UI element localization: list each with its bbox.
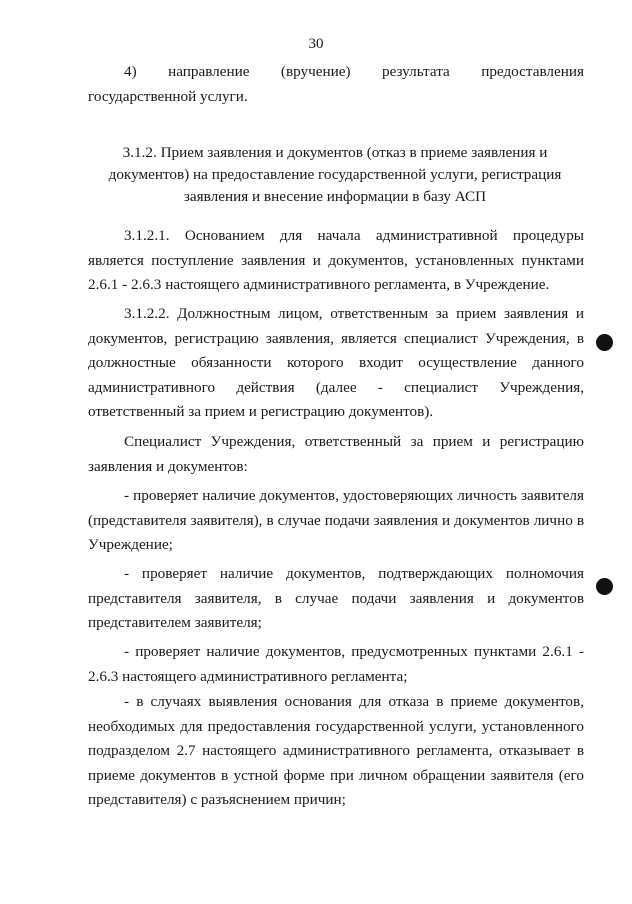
list-item-identity-check: - проверяет наличие документов, удостоверяющих личность заявителя (представителя заявителя), в случае подачи заявления и документов лично в Учреждение; (88, 487, 584, 554)
paragraph-specialist-intro: Специалист Учреждения, ответственный за прием и регистрацию заявления и документов: (88, 433, 584, 475)
punch-hole-bottom (596, 578, 613, 595)
paragraph-3-1-2-1: 3.1.2.1. Основанием для начала административной процедуры является поступление заявления и документов, установленных пунктами 2.6.1 - 2.6.3 настоящего административного регламента, в Учреждение. (88, 227, 584, 294)
paragraph-3-1-2-2: 3.1.2.2. Должностным лицом, ответственным за прием заявления и документов, регистрацию заявления, является специалист Учреждения, в должностные обязанности которого входит осуществление данного административного действия (далее - специалист Учреждения, ответственный за прием и регистрацию документов). (88, 305, 584, 421)
section-heading-3-1-2: 3.1.2. Прием заявления и документов (отказ в приеме заявления и документов) на предоставление государственной услуги, регистрация заявления и внесение информации в базу АСП (108, 144, 562, 205)
paragraph-result-delivery: 4) направление (вручение) результата предоставления государственной услуги. (88, 63, 584, 105)
page-number: 30 (308, 36, 324, 52)
list-item-authority-check: - проверяет наличие документов, подтверждающих полномочия представителя заявителя, в случае подачи заявления и документов представителем заявителя; (88, 565, 584, 632)
list-item-refusal: - в случаях выявления основания для отказа в приеме документов, необходимых для предоставления государственной услуги, установленного подразделом 2.7 настоящего административного регламента, отказывает в приеме документов в устной форме при личном обращении заявителя (его представителя) с разъяснением причин; (88, 693, 584, 809)
punch-hole-top (596, 334, 613, 351)
list-item-documents-check: - проверяет наличие документов, предусмотренных пунктами 2.6.1 - 2.6.3 настоящего административного регламента; (88, 643, 584, 685)
